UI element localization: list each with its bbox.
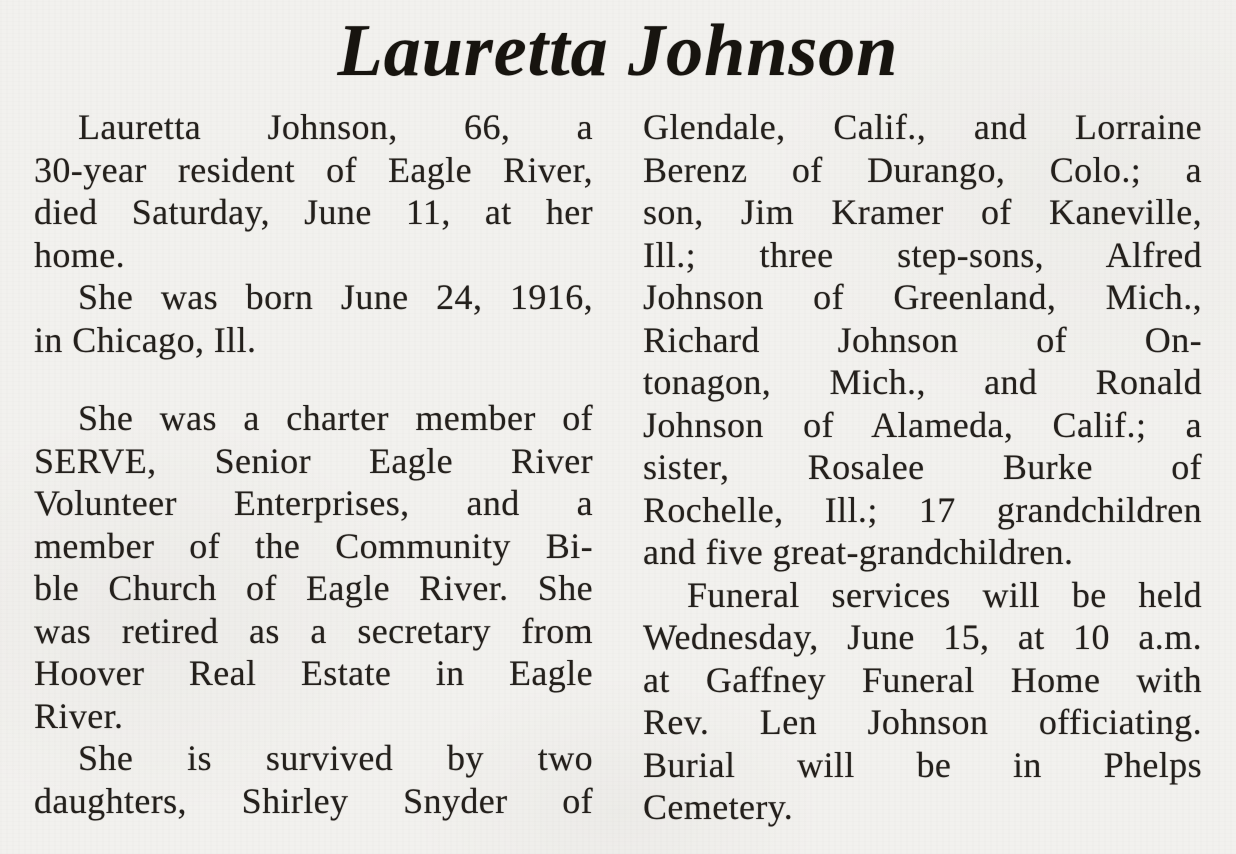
text-line: River. [34,695,124,736]
text-line: tonagon, Mich., and Ronald [643,362,1202,402]
article-body [0,94,1236,829]
text-line: She was a charter member of [78,398,593,438]
text-line: Cemetery. [643,787,794,827]
text-line: Hoover Real Estate in Eagle [34,653,593,693]
text-line: Johnson of Alameda, Calif.; a [643,404,1202,445]
text-line: Volunteer Enterprises, and a [34,483,593,523]
text-line: Funeral services will be held [687,574,1202,615]
text-line: Glendale, Calif., and Lorraine [643,107,1202,147]
article-column-left [34,106,593,829]
text-line: Rochelle, Ill.; 17 grandchildren [643,489,1202,530]
text-line: member of the Community Bi- [34,525,593,566]
text-line: son, Jim Kramer of Kaneville, [643,192,1202,232]
text-line: She was born June 24, 1916, [78,277,593,317]
article-headline: Lauretta Johnson [337,10,899,92]
article-column-right [643,106,1202,829]
text-line: Burial will be in Phelps [643,744,1202,785]
text-line: ble Church of Eagle River. She [34,568,593,608]
text-line: Richard Johnson of On- [643,319,1202,360]
text-line: 30-year resident of Eagle River, [34,149,593,190]
text-line: She is survived by two [78,738,593,778]
text-line: in Chicago, Ill. [34,319,257,360]
text-line: was retired as a secretary from [34,610,593,651]
text-line: Ill.; three step-sons, Alfred [643,234,1202,275]
text-line: Lauretta Johnson, 66, a [78,107,593,147]
text-line: SERVE, Senior Eagle River [34,440,593,481]
text-line: Rev. Len Johnson officiating. [643,702,1202,742]
text-line: daughters, Shirley Snyder of [34,780,593,821]
text-line: Johnson of Greenland, Mich., [643,277,1202,317]
text-line: died Saturday, June 11, at her [34,192,593,232]
text-line: Wednesday, June 15, at 10 a.m. [643,617,1202,657]
text-line: and five great-grandchildren. [643,532,1074,572]
text-line: sister, Rosalee Burke of [643,447,1202,487]
text-line: at Gaffney Funeral Home with [643,659,1202,700]
text-line: Berenz of Durango, Colo.; a [643,149,1202,190]
text-line: home. [34,234,125,275]
